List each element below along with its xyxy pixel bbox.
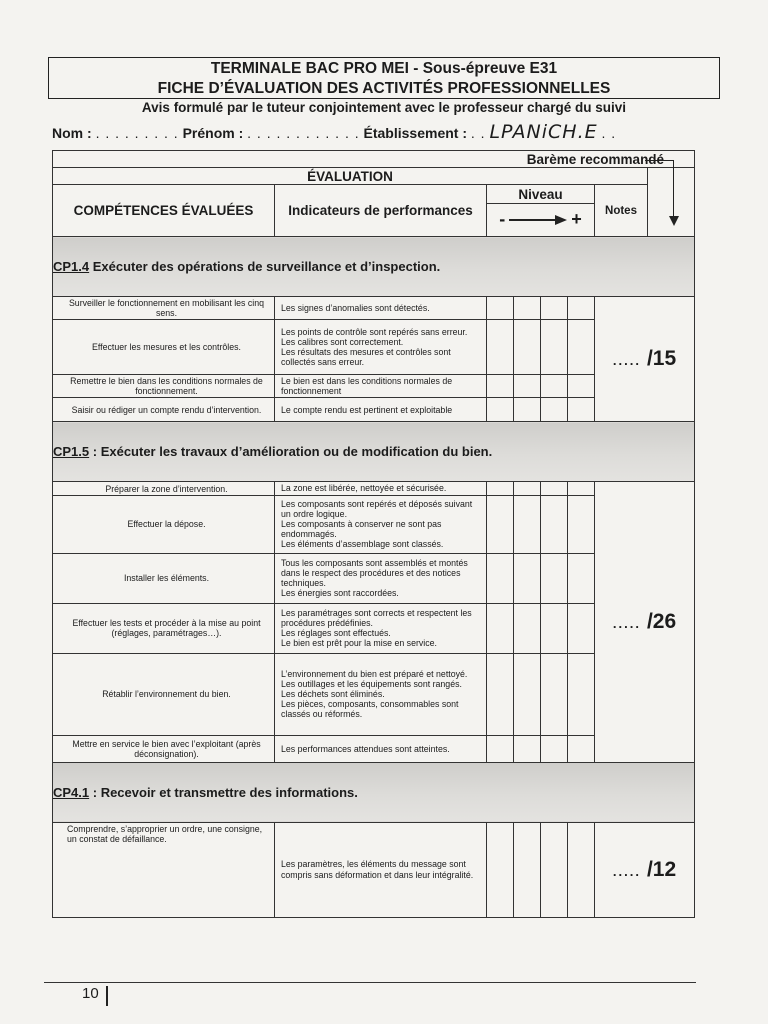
niveau-minus: - xyxy=(499,209,506,229)
indicateur-cell: Le bien est dans les conditions normales de fonctionnement xyxy=(275,375,487,398)
competence-cell: Remettre le bien dans les conditions normales de fonctionnement. xyxy=(53,375,275,398)
competence-cell: Effectuer les mesures et les contrôles. xyxy=(53,320,275,375)
section-heading: : Exécuter les travaux d’amélioration ou de modification du bien. xyxy=(89,444,493,460)
indicateur-cell: Les points de contrôle sont repérés sans erreur. Les calibres sont correctement. Les résultats des mesures et contrôles sont collectés sans erreur. xyxy=(275,320,487,375)
title-line-1: TERMINALE BAC PRO MEI - Sous-épreuve E31 xyxy=(210,60,558,77)
indicateur-cell: Tous les composants sont assemblés et montés dans le respect des procédures et des notices techniques. Les énergies sont raccordées. xyxy=(275,553,487,603)
score-dots: ..... xyxy=(612,353,641,369)
indicateur-cell: Les composants sont repérés et déposés suivant un ordre logique. Les composants à conserver ne sont pas endommagés. Les éléments d’assemblage sont classés. xyxy=(275,495,487,553)
bareme-label: Barème recommandé xyxy=(53,151,695,168)
evaluation-row xyxy=(53,168,695,185)
niveau-checkbox-cell[interactable] xyxy=(487,297,514,320)
score-max: /26 xyxy=(646,610,677,633)
indicateur-cell: Les paramètres, les éléments du message sont compris sans déformation et dans leur intégralité. xyxy=(275,822,487,917)
section-code: CP1.4 xyxy=(53,259,90,274)
niveau-checkbox-cell[interactable] xyxy=(487,398,514,422)
section-row xyxy=(53,762,695,822)
etablissement-dots: . . xyxy=(470,125,486,141)
etablissement-handwritten[interactable]: LPANiCH.E xyxy=(489,121,598,143)
arrow-down-icon xyxy=(669,216,679,226)
niveau-checkbox-cell[interactable] xyxy=(514,375,541,398)
niveau-checkbox-cell[interactable] xyxy=(514,653,541,735)
footer-bar xyxy=(106,986,108,1006)
indicateur-cell: Le compte rendu est pertinent et exploitable xyxy=(275,398,487,422)
competence-cell: Effectuer la dépose. xyxy=(53,495,275,553)
niveau-checkbox-cell[interactable] xyxy=(487,653,514,735)
identity-line xyxy=(52,121,732,143)
title-line-2: FICHE D’ÉVALUATION DES ACTIVITÉS PROFESSIONNELLES xyxy=(157,80,611,97)
niveau-checkbox-cell[interactable] xyxy=(514,735,541,762)
niveau-checkbox-cell[interactable] xyxy=(568,482,595,495)
niveau-checkbox-cell[interactable] xyxy=(514,495,541,553)
indicateur-cell: Les signes d’anomalies sont détectés. xyxy=(275,297,487,320)
score-max: /12 xyxy=(646,857,677,881)
niveau-checkbox-cell[interactable] xyxy=(541,398,568,422)
section-code: CP1.5 xyxy=(53,444,90,460)
header-competences: COMPÉTENCES ÉVALUÉES xyxy=(53,185,275,237)
section-heading: : Recevoir et transmettre des informations. xyxy=(89,784,358,800)
competence-cell: Installer les éléments. xyxy=(53,553,275,603)
competence-cell: Rétablir l’environnement du bien. xyxy=(53,653,275,735)
competence-cell: Effectuer les tests et procéder à la mise au point (réglages, paramétrages…). xyxy=(53,603,275,653)
competence-cell: Surveiller le fonctionnement en mobilisant les cinq sens. xyxy=(53,297,275,320)
niveau-checkbox-cell[interactable] xyxy=(514,553,541,603)
niveau-checkbox-cell[interactable] xyxy=(568,603,595,653)
etablissement-dots-after: . . xyxy=(601,125,617,141)
section-title xyxy=(53,237,695,297)
niveau-checkbox-cell[interactable] xyxy=(487,735,514,762)
competence-cell: Comprendre, s’approprier un ordre, une consigne, un constat de défaillance. xyxy=(53,822,275,917)
table-row xyxy=(53,297,695,320)
indicateur-cell: La zone est libérée, nettoyée et sécurisée. xyxy=(275,482,487,495)
header-indicateurs: Indicateurs de performances xyxy=(275,185,487,237)
niveau-checkbox-cell[interactable] xyxy=(487,482,514,495)
competence-cell: Préparer la zone d’intervention. xyxy=(53,482,275,495)
niveau-checkbox-cell[interactable] xyxy=(487,603,514,653)
niveau-checkbox-cell[interactable] xyxy=(514,398,541,422)
table-row xyxy=(53,482,695,495)
subtitle: Avis formulé par le tuteur conjointement avec le professeur chargé du suivi xyxy=(141,100,627,115)
arrow-right-icon xyxy=(509,214,567,226)
niveau-checkbox-cell[interactable] xyxy=(541,375,568,398)
niveau-checkbox-cell[interactable] xyxy=(568,653,595,735)
niveau-checkbox-cell[interactable] xyxy=(568,553,595,603)
niveau-scale xyxy=(487,204,594,236)
bareme-arrow-cell xyxy=(648,168,695,237)
bareme-arrow-line xyxy=(645,160,674,161)
niveau-checkbox-cell[interactable] xyxy=(487,495,514,553)
indicateur-cell: Les performances attendues sont atteintes. xyxy=(275,735,487,762)
niveau-label: Niveau xyxy=(487,186,594,204)
niveau-checkbox-cell[interactable] xyxy=(541,495,568,553)
score-dots: ..... xyxy=(612,616,641,631)
score-max: /15 xyxy=(646,347,677,371)
page-number: 10 xyxy=(82,985,99,1002)
column-header-row xyxy=(53,185,695,237)
score-dots: ..... xyxy=(612,863,641,879)
section-row xyxy=(53,422,695,482)
niveau-checkbox-cell[interactable] xyxy=(514,603,541,653)
niveau-checkbox-cell[interactable] xyxy=(487,320,514,375)
niveau-checkbox-cell[interactable] xyxy=(541,822,568,917)
evaluation-table xyxy=(52,150,695,918)
bareme-row xyxy=(53,151,695,168)
niveau-checkbox-cell[interactable] xyxy=(487,822,514,917)
section-title xyxy=(53,762,695,822)
niveau-checkbox-cell[interactable] xyxy=(487,375,514,398)
niveau-checkbox-cell[interactable] xyxy=(541,482,568,495)
evaluation-header: ÉVALUATION xyxy=(53,168,648,185)
niveau-checkbox-cell[interactable] xyxy=(568,822,595,917)
indicateur-cell: L’environnement du bien est préparé et nettoyé. Les outillages et les équipements sont rangés. Les déchets sont éliminés. Les pièces, composants, consommables sont classés ou réformés. xyxy=(275,653,487,735)
niveau-checkbox-cell[interactable] xyxy=(568,375,595,398)
header-notes: Notes xyxy=(595,185,648,237)
section-title xyxy=(53,422,695,482)
niveau-checkbox-cell[interactable] xyxy=(568,398,595,422)
niveau-checkbox-cell[interactable] xyxy=(514,297,541,320)
etablissement-label: Établissement : xyxy=(363,125,467,141)
prenom-field[interactable]: . . . . . . . . . . . . xyxy=(247,125,360,141)
niveau-checkbox-cell[interactable] xyxy=(541,297,568,320)
section-code: CP4.1 xyxy=(53,784,90,800)
indicateur-cell: Les paramétrages sont corrects et respectent les procédures prédéfinies. Les réglages sont effectués. Le bien est prêt pour la mise en service. xyxy=(275,603,487,653)
section-heading: Exécuter des opérations de surveillance et d’inspection. xyxy=(89,259,441,274)
niveau-checkbox-cell[interactable] xyxy=(514,822,541,917)
niveau-checkbox-cell[interactable] xyxy=(514,482,541,495)
nom-label: Nom : xyxy=(52,125,92,141)
section-row xyxy=(53,237,695,297)
score-cell[interactable] xyxy=(595,482,695,762)
niveau-checkbox-cell[interactable] xyxy=(541,603,568,653)
table-row xyxy=(53,822,695,917)
niveau-checkbox-cell[interactable] xyxy=(541,735,568,762)
niveau-checkbox-cell[interactable] xyxy=(568,495,595,553)
prenom-label: Prénom : xyxy=(182,125,244,141)
niveau-checkbox-cell[interactable] xyxy=(568,320,595,375)
niveau-checkbox-cell[interactable] xyxy=(568,297,595,320)
competence-cell: Mettre en service le bien avec l’exploitant (après déconsignation). xyxy=(53,735,275,762)
score-cell[interactable] xyxy=(595,822,695,917)
bareme-arrow-shaft xyxy=(673,161,674,219)
header-niveau xyxy=(487,185,595,237)
score-cell[interactable] xyxy=(595,297,695,422)
niveau-checkbox-cell[interactable] xyxy=(541,320,568,375)
niveau-checkbox-cell[interactable] xyxy=(514,320,541,375)
competence-cell: Saisir ou rédiger un compte rendu d’intervention. xyxy=(53,398,275,422)
niveau-checkbox-cell[interactable] xyxy=(568,735,595,762)
niveau-checkbox-cell[interactable] xyxy=(541,553,568,603)
title-box xyxy=(48,57,720,99)
niveau-checkbox-cell[interactable] xyxy=(487,553,514,603)
niveau-checkbox-cell[interactable] xyxy=(541,653,568,735)
footer-rule xyxy=(44,982,696,983)
niveau-plus: + xyxy=(571,209,582,229)
nom-field[interactable]: . . . . . . . . . xyxy=(95,125,179,141)
